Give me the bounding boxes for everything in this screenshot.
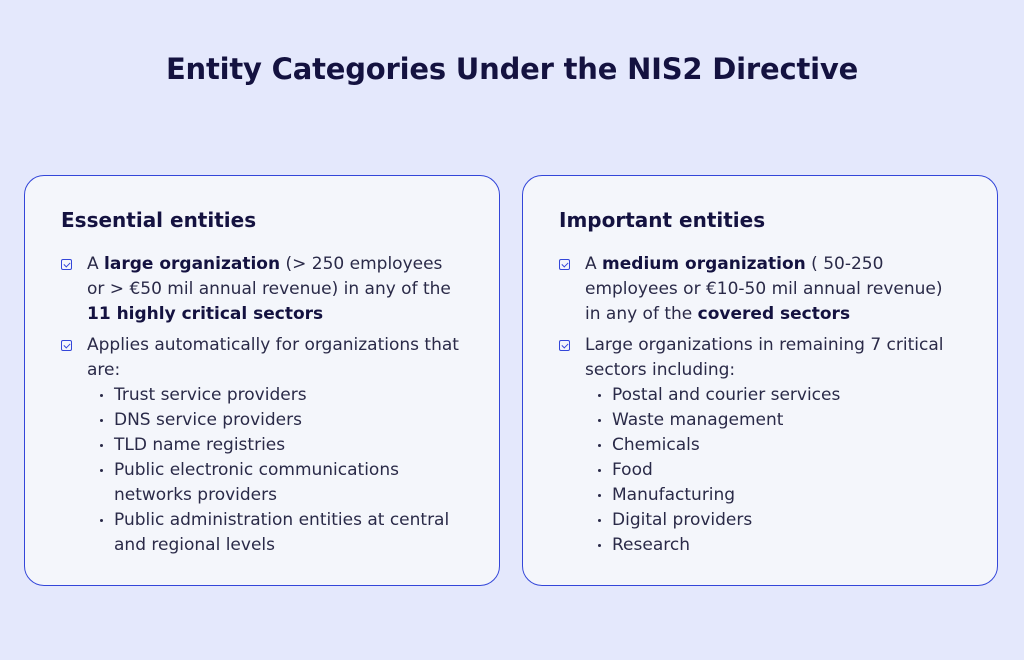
checkbox-checked-icon xyxy=(61,259,72,270)
text-segment: Large organizations in remaining 7 critical sectors including: xyxy=(585,335,944,380)
list-item: TLD name registries xyxy=(87,433,463,458)
list-item: Public electronic communications networks providers xyxy=(87,458,463,508)
list-item: Manufacturing xyxy=(585,483,961,508)
important-sectors-text xyxy=(585,333,961,558)
list-item: Chemicals xyxy=(585,433,961,458)
checkbox-checked-icon xyxy=(559,340,570,351)
text-segment: (> 250 employees or > €50 mil annual revenue) in any of the xyxy=(87,254,451,299)
important-sectors-item xyxy=(559,333,961,558)
checkbox-checked-icon xyxy=(559,259,570,270)
list-item: DNS service providers xyxy=(87,408,463,433)
list-item: Public administration entities at central and regional levels xyxy=(87,508,463,558)
essential-sublist xyxy=(87,383,463,558)
list-item: Trust service providers xyxy=(87,383,463,408)
text-segment: ( 50-250 employees or €10-50 mil annual revenue) in any of the xyxy=(585,254,943,324)
page-title: Entity Categories Under the NIS2 Directive xyxy=(165,52,859,86)
essential-automatic-text xyxy=(87,333,463,558)
important-sublist xyxy=(585,383,961,558)
essential-criteria-text xyxy=(87,252,463,327)
essential-criteria-item xyxy=(61,252,463,327)
list-item: Digital providers xyxy=(585,508,961,533)
bold-term: large organization xyxy=(104,254,281,274)
list-item: Postal and courier services xyxy=(585,383,961,408)
essential-automatic-item xyxy=(61,333,463,558)
essential-entities-heading: Essential entities xyxy=(61,208,257,232)
list-item: Food xyxy=(585,458,961,483)
bold-term: 11 highly critical sectors xyxy=(87,304,324,324)
list-item: Waste management xyxy=(585,408,961,433)
checkbox-checked-icon xyxy=(61,340,72,351)
bold-term: covered sectors xyxy=(697,304,851,324)
text-segment: Applies automatically for organizations that are: xyxy=(87,335,459,380)
important-criteria-text xyxy=(585,252,961,327)
text-segment: A xyxy=(87,254,105,274)
bold-term: medium organization xyxy=(602,254,806,274)
important-criteria-item xyxy=(559,252,961,327)
important-entities-heading: Important entities xyxy=(559,208,766,232)
text-segment: A xyxy=(585,254,603,274)
list-item: Research xyxy=(585,533,961,558)
essential-entities-card xyxy=(24,175,500,586)
important-entities-card xyxy=(522,175,998,586)
